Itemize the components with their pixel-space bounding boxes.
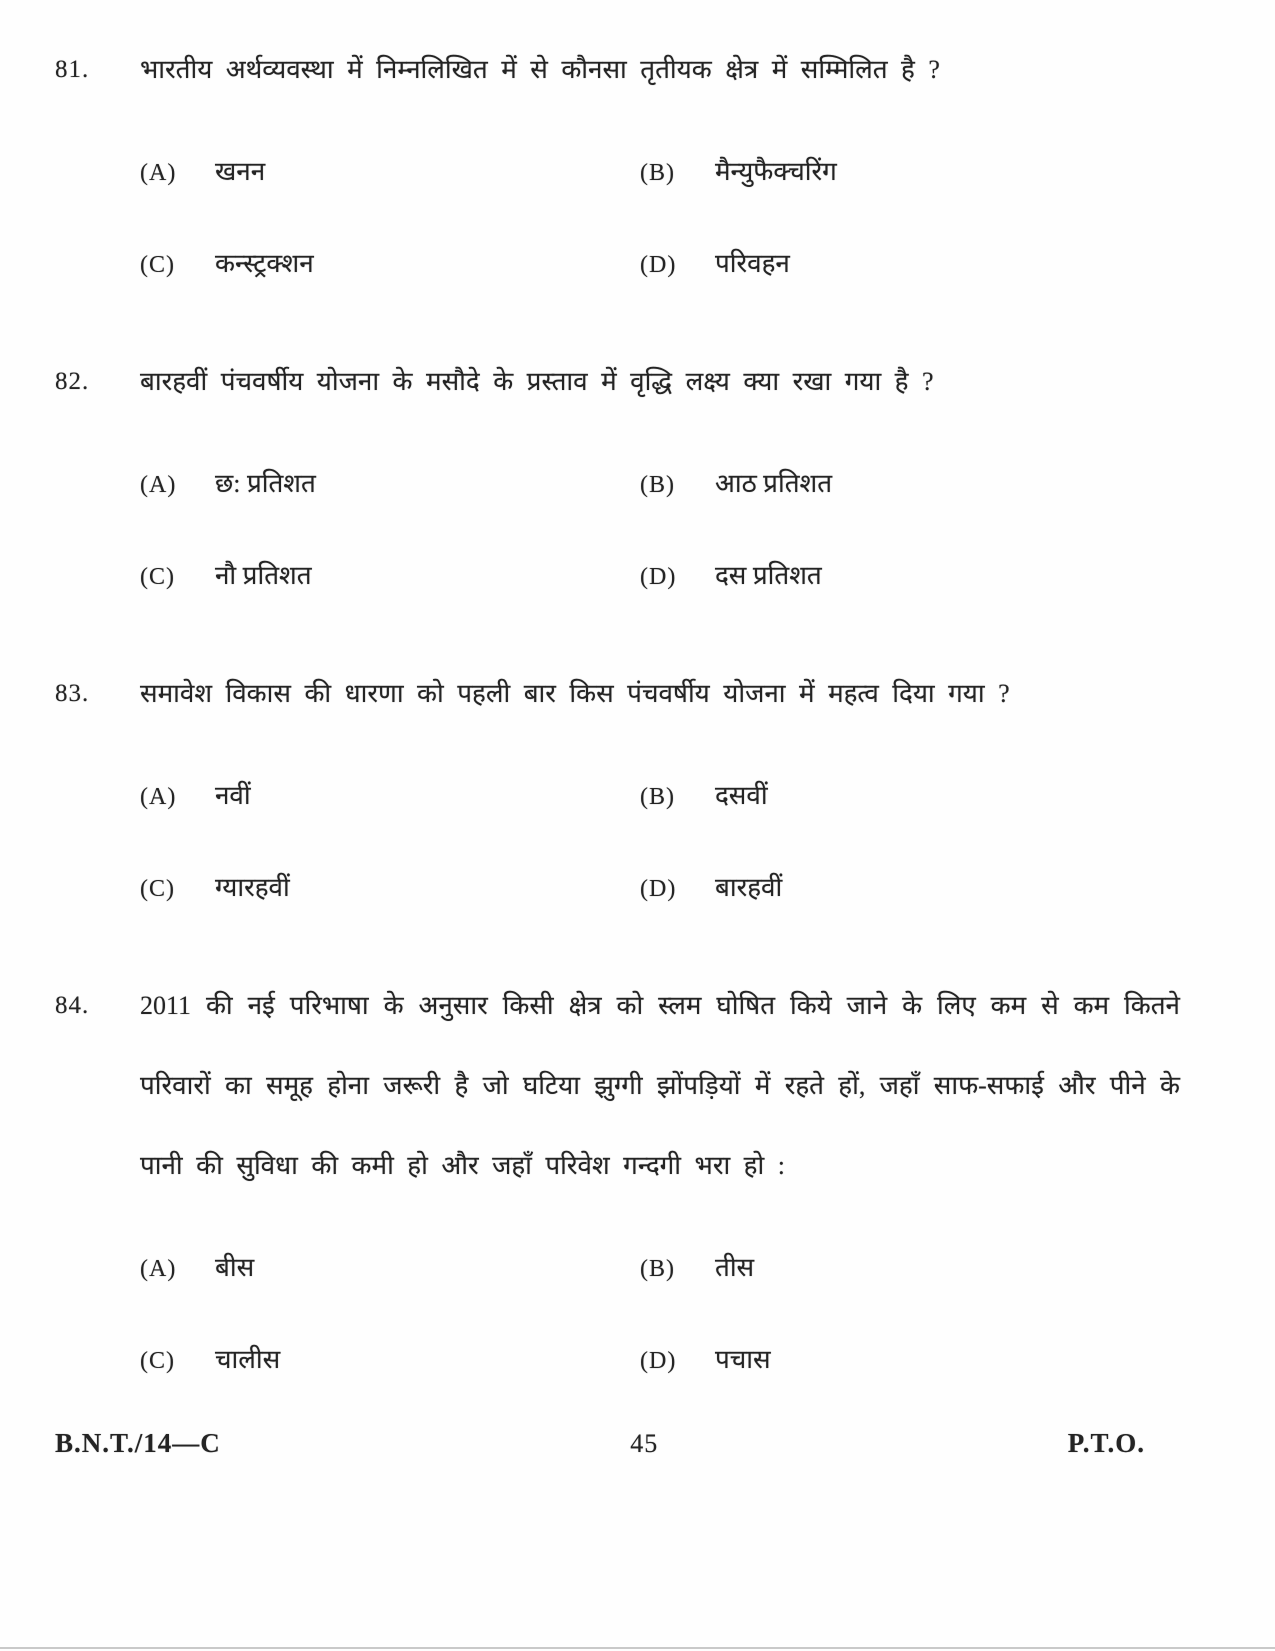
option-label: (D) — [640, 1348, 677, 1374]
question-number: 82. — [55, 368, 90, 395]
option-label: (B) — [640, 472, 675, 498]
question-number: 83. — [55, 680, 90, 707]
page-number: 45 — [630, 1429, 659, 1458]
question-82 — [55, 342, 1180, 592]
option-label: (A) — [140, 472, 177, 498]
option-d — [640, 1340, 1180, 1376]
option-b — [640, 152, 1180, 188]
option-text: दस प्रतिशत — [715, 561, 822, 590]
option-text: बारहवीं — [715, 873, 783, 902]
option-a — [140, 1248, 640, 1284]
question-text: समावेश विकास की धारणा को पहली बार किस पंचवर्षीय योजना में महत्व दिया गया ? — [140, 679, 1010, 708]
option-label: (B) — [640, 160, 675, 186]
question-number: 81. — [55, 56, 90, 83]
pto-label: P.T.O. — [1067, 1428, 1145, 1458]
option-a — [140, 152, 640, 188]
option-label: (C) — [140, 1348, 175, 1374]
option-text: नौ प्रतिशत — [215, 561, 312, 590]
options-grid — [140, 464, 1180, 592]
option-a — [140, 776, 640, 812]
option-label: (B) — [640, 1256, 675, 1282]
option-text: ग्यारहवीं — [215, 873, 290, 902]
question-number: 84. — [55, 992, 90, 1019]
option-label: (D) — [640, 876, 677, 902]
question-text: बारहवीं पंचवर्षीय योजना के मसौदे के प्रस्ताव में वृद्धि लक्ष्य क्या रखा गया है ? — [140, 367, 934, 396]
option-d — [640, 868, 1180, 904]
option-text: खनन — [215, 157, 266, 186]
option-text: चालीस — [215, 1345, 281, 1374]
option-label: (C) — [140, 252, 175, 278]
option-label: (D) — [640, 564, 677, 590]
scan-edge-line — [0, 1647, 1275, 1649]
option-label: (C) — [140, 876, 175, 902]
page-footer — [0, 1428, 1275, 1459]
option-a — [140, 464, 640, 500]
option-text: आठ प्रतिशत — [715, 469, 833, 498]
option-text: नवीं — [215, 781, 251, 810]
option-text: कन्स्ट्रक्शन — [215, 249, 314, 278]
option-b — [640, 464, 1180, 500]
option-c — [140, 556, 640, 592]
option-text: दसवीं — [715, 781, 768, 810]
option-text: बीस — [215, 1253, 255, 1282]
option-label: (B) — [640, 784, 675, 810]
option-b — [640, 776, 1180, 812]
question-text: 2011 की नई परिभाषा के अनुसार किसी क्षेत्र को स्लम घोषित किये जाने के लिए कम से कम कितने परिवारों का समूह होना जरूरी है जो घटिया झुग्गी झोंपड़ियों में रहते हों, जहाँ साफ-सफाई और पीने के पानी की सुविधा की कमी हो और जहाँ परिवेश गन्दगी भरा हो : — [140, 991, 1180, 1180]
option-c — [140, 868, 640, 904]
option-c — [140, 1340, 640, 1376]
option-text: तीस — [715, 1253, 755, 1282]
question-81 — [55, 30, 1180, 280]
option-text: मैन्युफैक्चरिंग — [715, 157, 837, 186]
question-84 — [55, 966, 1180, 1376]
option-label: (D) — [640, 252, 677, 278]
option-text: परिवहन — [715, 249, 790, 278]
option-label: (A) — [140, 784, 177, 810]
booklet-code: B.N.T./14—C — [55, 1428, 221, 1458]
option-d — [640, 244, 1180, 280]
options-grid — [140, 152, 1180, 280]
option-label: (C) — [140, 564, 175, 590]
question-text: भारतीय अर्थव्यवस्था में निम्नलिखित में से कौनसा तृतीयक क्षेत्र में सम्मिलित है ? — [140, 55, 940, 84]
option-b — [640, 1248, 1180, 1284]
option-text: पचास — [715, 1345, 771, 1374]
option-label: (A) — [140, 160, 177, 186]
option-c — [140, 244, 640, 280]
option-text: छ: प्रतिशत — [215, 469, 316, 498]
option-d — [640, 556, 1180, 592]
question-83 — [55, 654, 1180, 904]
options-grid — [140, 1248, 1180, 1376]
options-grid — [140, 776, 1180, 904]
option-label: (A) — [140, 1256, 177, 1282]
